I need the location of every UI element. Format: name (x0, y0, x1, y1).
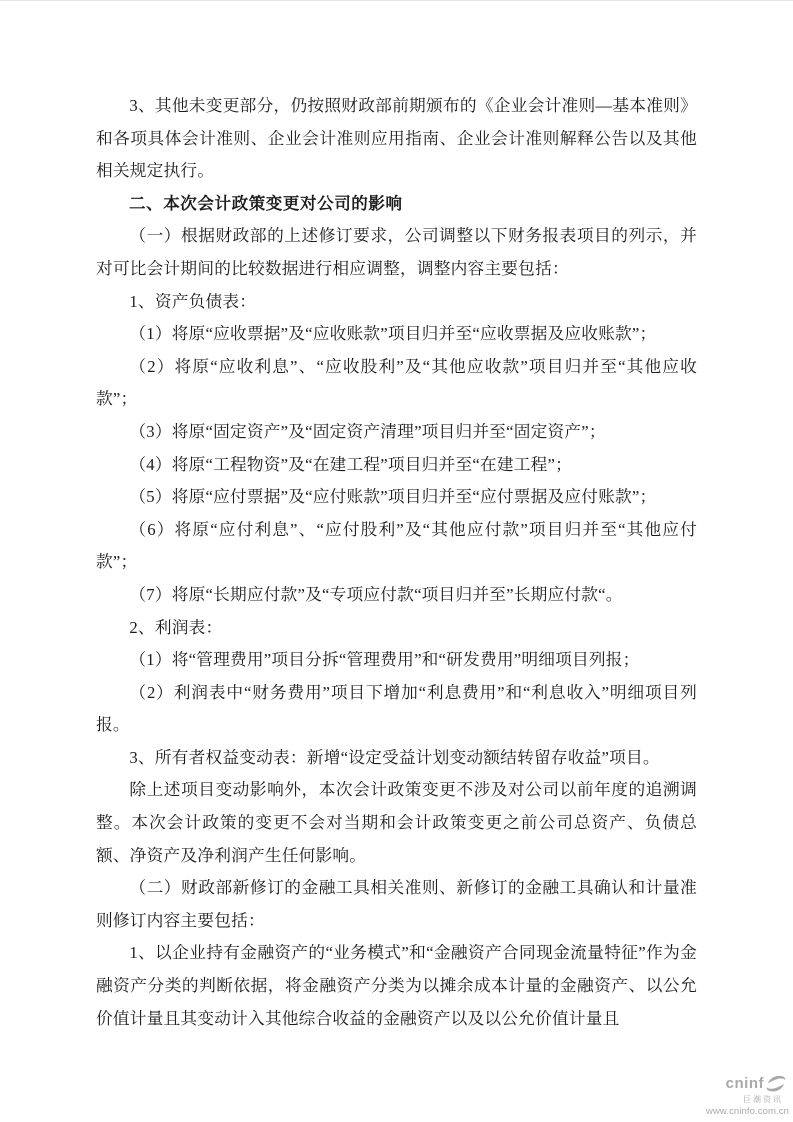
paragraph: （7）将原“长期应付款”及“专项应付款“项目归并至”长期应付款“。 (129, 584, 623, 604)
paragraph: 2、利润表： (129, 617, 223, 637)
paragraph: 1、以企业持有金融资产的“业务模式”和“金融资产合同现金流量特征”作为金融资产分类的判断依据，将金融资产分类为以摊余成本计量的金融资产、以公允价值计量且其变动计入其他综合收益的金融资产以及以公允价值计量且 (96, 943, 697, 1028)
paragraph: 除上述项目变动影响外，本次会计政策变更不涉及对公司以前年度的追溯调整。本次会计政策的变更不会对当期和会计政策变更之前公司总资产、负债总额、净资产及净利润产生任何影响。 (96, 780, 697, 865)
paragraph: （1）将原“应收票据”及“应收账款”项目归并至“应收票据及应收账款”； (129, 324, 657, 344)
paragraph: 1、资产负债表： (129, 291, 257, 311)
paragraph: （2）将原“应收利息”、“应收股利”及“其他应收款”项目归并至“其他应收款”； (96, 356, 697, 409)
paragraph: （2）利润表中“财务费用”项目下增加“利息费用”和“利息收入”明细项目列报。 (96, 682, 697, 735)
document-body (96, 90, 697, 1035)
paragraph: （二）财政部新修订的金融工具相关准则、新修订的金融工具确认和计量准则修订内容主要包括： (96, 878, 697, 930)
cninfo-website-url: www.cninfo.com.cn (705, 1105, 789, 1117)
paragraph: （5）将原“应付票据”及“应付账款”项目归并至“应付票据及应付账款”； (129, 487, 657, 507)
paragraph: （6）将原“应付利息”、“应付股利”及“其他应付款”项目归并至“其他应付款”； (96, 519, 697, 572)
paragraph: （3）将原“固定资产”及“固定资产清理”项目归并至“固定资产”； (129, 421, 606, 441)
paragraph: 3、其他未变更部分，仍按照财政部前期颁布的《企业会计准则—基本准则》和各项具体会计准则、企业会计准则应用指南、企业会计准则解释公告以及其他相关规定执行。 (96, 96, 697, 181)
paragraph: 3、所有者权益变动表：新增“设定受益计划变动额结转留存收益”项目。 (129, 747, 660, 767)
paragraph: （4）将原“工程物资”及“在建工程”项目归并至“在建工程”； (129, 454, 572, 474)
paragraph: （1）将“管理费用”项目分拆“管理费用”和“研发费用”明细项目列报； (129, 650, 640, 670)
section-heading: 二、本次会计政策变更对公司的影响 (129, 194, 403, 213)
paragraph: （一）根据财政部的上述修订要求，公司调整以下财务报表项目的列示，并对可比会计期间的比较数据进行相应调整，调整内容主要包括： (96, 226, 697, 278)
cninfo-swirl-icon (765, 1074, 787, 1094)
cninfo-logo-chinese: 巨潮资讯 (743, 1094, 783, 1104)
cninfo-logo-text: cninf (725, 1075, 764, 1092)
cninfo-logo (705, 1074, 789, 1117)
cninfo-logo-row (705, 1074, 789, 1094)
